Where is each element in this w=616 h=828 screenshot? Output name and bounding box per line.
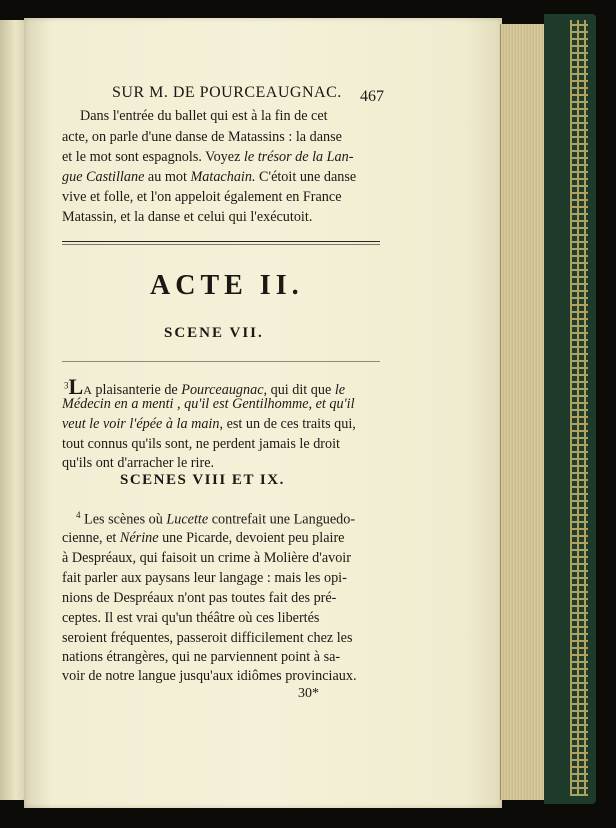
scenes-line-1: $^4$ Les scènes où Lucette contrefait une Languedo- [76, 510, 356, 528]
note-line-3: et le mot sont espagnols. Voyez le trésor de la Lan- [62, 149, 354, 165]
page-block-edges [500, 24, 545, 800]
note-line-6: Matassin, et la danse et celui qui l'exécutoit. [62, 209, 313, 225]
scene7-line-2: Médecin en a menti , qu'il est Gentilhomme, et qu'il [62, 396, 355, 412]
scenes-line-5: nions de Despréaux n'ont pas toutes fait des pré- [62, 590, 337, 606]
note-line-4: gue Castillane au mot Matachain. C'étoit une danse [62, 169, 357, 185]
scenes-line-3: à Despréaux, qui faisoit un crime à Molière d'avoir [62, 550, 351, 566]
cover-decorative-border [570, 20, 588, 796]
scenes-line-6: ceptes. Il est vrai qu'un théâtre où ces libertés [62, 610, 320, 626]
scene-rule [62, 361, 380, 362]
act-title: ACTE II. [150, 270, 304, 301]
previous-page-edge [0, 20, 26, 800]
section-rule-top [62, 241, 380, 242]
signature-mark: 30* [298, 686, 319, 701]
scenes-line-2: cienne, et Nérine une Picarde, devoient peu plaire [62, 530, 345, 546]
page-number: 467 [360, 88, 384, 105]
scene7-line-1: $^3$LA plaisanterie de Pourceaugnac, qui dit que le [64, 374, 346, 399]
note-line-5: vive et folle, et l'on appeloit également en France [62, 189, 342, 205]
scenes-line-7: seroient fréquentes, passeroit difficilement chez les [62, 630, 353, 646]
scene7-line-3: veut le voir l'épée à la main, est un de ces traits qui, [62, 416, 356, 432]
scenes-line-4: fait parler aux paysans leur langage : mais les opi- [62, 570, 347, 586]
note-line-1: Dans l'entrée du ballet qui est à la fin de cet [80, 108, 328, 124]
note-line-2: acte, on parle d'une danse de Matassins : la danse [62, 129, 342, 145]
scenes-line-8: nations étrangères, qui ne parviennent point à sa- [62, 649, 341, 665]
scene7-line-5: qu'ils ont d'arracher le rire. [62, 455, 215, 471]
scenes-title: SCENES VIII ET IX. [120, 472, 285, 488]
scenes-line-9: voir de notre langue jusqu'aux idiômes provinciaux. [62, 668, 357, 684]
section-rule-top-2 [62, 244, 380, 245]
scene-title: SCENE VII. [164, 325, 264, 341]
scene7-line-4: tout connus qu'ils sont, ne perdent jamais le droit [62, 436, 340, 452]
running-head: SUR M. DE POURCEAUGNAC. [112, 84, 342, 101]
